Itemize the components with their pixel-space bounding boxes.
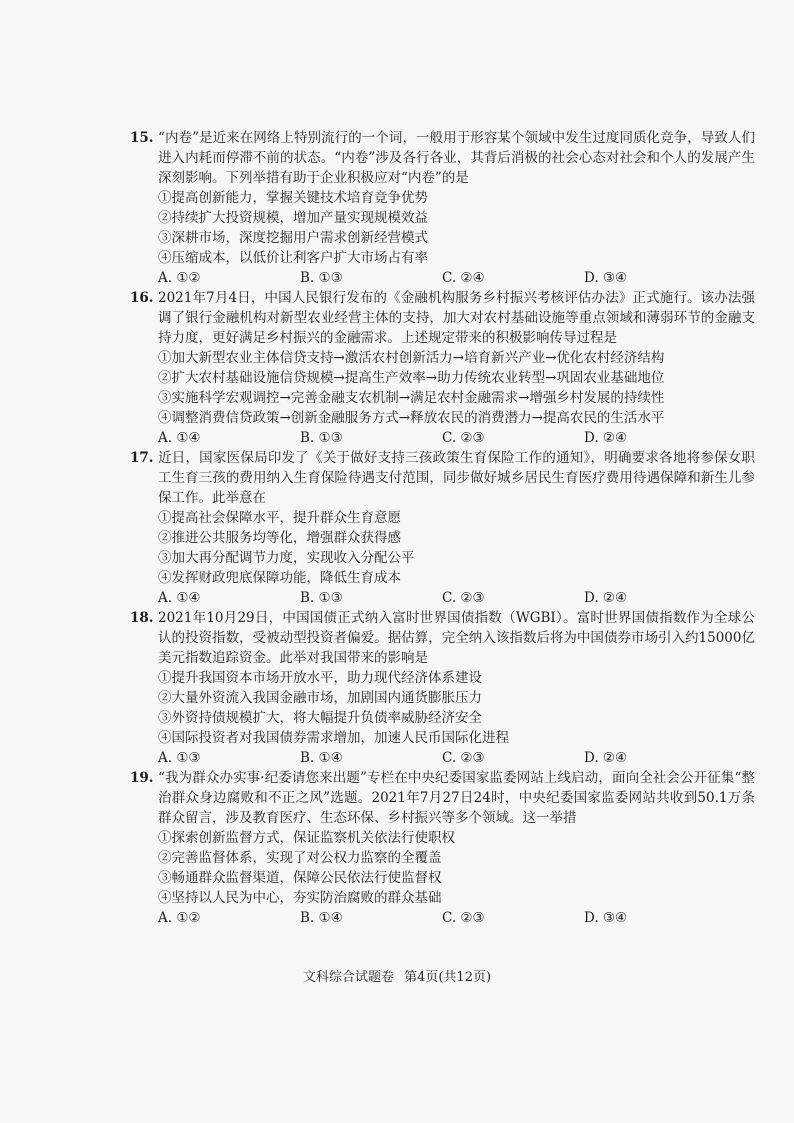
option-3: ③畅通群众监督渠道，保障公民依法行使监督权 xyxy=(158,870,442,886)
choice-b: B. ①③ xyxy=(300,430,343,446)
question-18 xyxy=(130,608,755,768)
option-1: ①提高创新能力，掌握关键技术培育竞争优势 xyxy=(158,190,428,206)
choice-a: A. ①② xyxy=(158,270,201,286)
choice-b: B. ①④ xyxy=(300,750,343,766)
question-number: 18. xyxy=(130,610,154,626)
choice-c: C. ②③ xyxy=(442,590,485,606)
option-2: ②持续扩大投资规模，增加产量实现规模效益 xyxy=(158,210,428,226)
option-2: ②扩大农村基础设施信贷规模→提高生产效率→助力传统农业转型→巩固农业基础地位 xyxy=(158,370,665,386)
question-number: 17. xyxy=(130,450,154,466)
question-17 xyxy=(130,448,755,608)
answer-choices xyxy=(130,908,755,928)
question-19 xyxy=(130,768,755,928)
choice-c: C. ②③ xyxy=(442,430,485,446)
choice-a: A. ①④ xyxy=(158,590,201,606)
option-2: ②大量外资流入我国金融市场，加剧国内通货膨胀压力 xyxy=(158,690,482,706)
option-3: ③加大再分配调节力度，实现收入分配公平 xyxy=(158,550,415,566)
choice-c: C. ②④ xyxy=(442,270,485,286)
answer-choices xyxy=(130,748,755,768)
choice-d: D. ③④ xyxy=(584,910,628,926)
option-1: ①探索创新监督方式，保证监察机关依法行使职权 xyxy=(158,830,455,846)
option-2: ②完善监督体系，实现了对公权力监察的全覆盖 xyxy=(158,850,442,866)
option-1: ①提升我国资本市场开放水平，助力现代经济体系建设 xyxy=(158,670,482,686)
question-number: 16. xyxy=(130,290,154,306)
option-4: ④调整消费信贷政策→创新金融服务方式→释放农民的消费潜力→提高农民的生活水平 xyxy=(158,410,665,426)
answer-choices xyxy=(130,588,755,608)
option-1: ①加大新型农业主体信贷支持→激活农村创新活力→培育新兴产业→优化农村经济结构 xyxy=(158,350,665,366)
question-stem: 2021年10月29日，中国国债正式纳入富时世界国债指数（WGBI）。富时世界国债指数作为全球公认的投资指数，受被动型投资者偏爱。据估算，完全纳入该指数后将为中国债券市场引入约15000亿美元指数追踪资金。此举对我国带来的影响是 xyxy=(158,610,755,666)
page-footer: 文科综合试题卷 第4页(共12页) xyxy=(302,970,492,985)
question-stem: “我为群众办实事·纪委请您来出题”专栏在中央纪委国家监委网站上线启动，面向全社会公开征集“整治群众身边腐败和不正之风”选题。2021年7月27日24时，中央纪委国家监委网站共收到50.1万条群众留言，涉及教育医疗、生态环保、乡村振兴等多个领域。这一举措 xyxy=(158,770,755,826)
choice-a: A. ①② xyxy=(158,910,201,926)
option-4: ④压缩成本，以低价让利客户扩大市场占有率 xyxy=(158,250,428,266)
question-number: 19. xyxy=(130,770,154,786)
option-3: ③外资持债规模扩大，将大幅提升负债率威胁经济安全 xyxy=(158,710,482,726)
choice-b: B. ①④ xyxy=(300,910,343,926)
choice-b: B. ①③ xyxy=(300,270,343,286)
choice-d: D. ②④ xyxy=(584,590,628,606)
choice-a: A. ①③ xyxy=(158,750,201,766)
question-stem: 近日，国家医保局印发了《关于做好支持三孩政策生育保险工作的通知》，明确要求各地将参保女职工生育三孩的费用纳入生育保险待遇支付范围，同步做好城乡居民生育医疗费用待遇保障和新生儿参保工作。此举意在 xyxy=(158,450,755,506)
option-4: ④发挥财政兜底保障功能，降低生育成本 xyxy=(158,570,401,586)
answer-choices xyxy=(130,268,755,288)
choice-d: D. ③④ xyxy=(584,270,628,286)
option-4: ④坚持以人民为中心，夯实防治腐败的群众基础 xyxy=(158,890,442,906)
question-list xyxy=(130,128,755,928)
choice-b: B. ①③ xyxy=(300,590,343,606)
question-number: 15. xyxy=(130,130,154,146)
question-15 xyxy=(130,128,755,288)
choice-a: A. ①④ xyxy=(158,430,201,446)
question-16 xyxy=(130,288,755,448)
choice-d: D. ②④ xyxy=(584,430,628,446)
choice-c: C. ②③ xyxy=(442,910,485,926)
answer-choices xyxy=(130,428,755,448)
question-stem: 2021年7月4日，中国人民银行发布的《金融机构服务乡村振兴考核评估办法》正式施行。该办法强调了银行金融机构对新型农业经营主体的支持，加大对农村基础设施等重点领域和薄弱环节的金融支持力度，更好满足乡村振兴的金融需求。上述规定带来的积极影响传导过程是 xyxy=(158,290,755,346)
choice-c: C. ②③ xyxy=(442,750,485,766)
choice-d: D. ②④ xyxy=(584,750,628,766)
question-stem: “内卷”是近来在网络上特别流行的一个词，一般用于形容某个领域中发生过度同质化竞争，导致人们进入内耗而停滞不前的状态。“内卷”涉及各行各业，其背后消极的社会心态对社会和个人的发展产生深刻影响。下列举措有助于企业积极应对“内卷”的是 xyxy=(158,130,755,186)
option-1: ①提高社会保障水平，提升群众生育意愿 xyxy=(158,510,401,526)
option-4: ④国际投资者对我国债券需求增加，加速人民币国际化进程 xyxy=(158,730,509,746)
option-3: ③实施科学宏观调控→完善金融支农机制→满足农村金融需求→增强乡村发展的持续性 xyxy=(158,390,665,406)
option-2: ②推进公共服务均等化，增强群众获得感 xyxy=(158,530,401,546)
option-3: ③深耕市场，深度挖掘用户需求创新经营模式 xyxy=(158,230,428,246)
